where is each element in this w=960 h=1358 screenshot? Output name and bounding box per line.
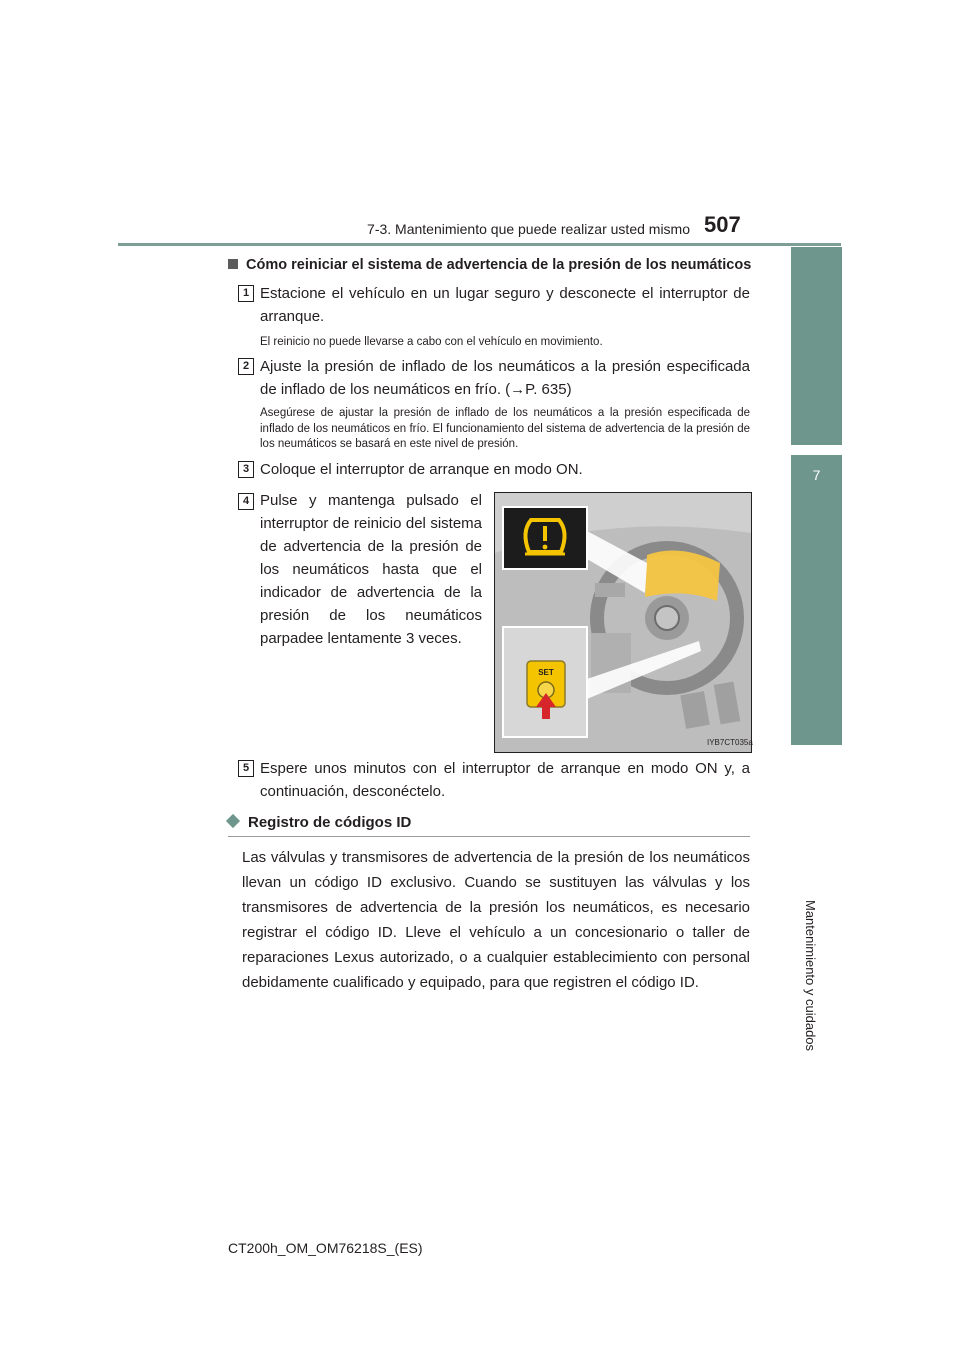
step-5-text: Espere unos minutos con el interruptor de arranque en modo ON y, a continuación, desconéctelo. xyxy=(260,760,750,800)
step-1-note: El reinicio no puede llevarse a cabo con el vehículo en movimiento. xyxy=(260,336,603,348)
step-4-text: Pulse y mantenga pulsado el interruptor de reinicio del sistema de advertencia de la presión de los neumáticos hasta que el indicador de advertencia de la presión de los neumáticos parpadee lentamente 3 veces. xyxy=(260,492,482,647)
step-number-badge: 1 xyxy=(238,285,254,302)
chapter-tab-top xyxy=(791,247,842,445)
section-heading-text: Cómo reiniciar el sistema de advertencia de la presión de los neumáticos xyxy=(246,257,752,273)
step-3-text: Coloque el interruptor de arranque en modo ON. xyxy=(260,461,583,478)
step-number-badge: 2 xyxy=(238,358,254,375)
subsection-heading xyxy=(228,814,411,831)
running-header: 7-3. Mantenimiento que puede realizar usted mismo xyxy=(367,221,690,237)
figure-code: IYB7CT035a xyxy=(707,738,753,747)
header-rule xyxy=(118,243,841,246)
section-heading xyxy=(228,257,751,273)
chapter-tab xyxy=(791,455,842,745)
step-number-badge: 4 xyxy=(238,493,254,510)
subsection-heading-text: Registro de códigos ID xyxy=(248,814,412,831)
set-button-label: SET xyxy=(538,668,554,677)
subsection-paragraph: Las válvulas y transmisores de advertencia de la presión de los neumáticos llevan un código ID exclusivo. Cuando se sustituyen las válvulas y los transmisores de advertencia de la presión los neumáticos, es necesario registrar el código ID. Lleve el vehículo a un concesionario o taller de reparaciones Lexus autorizado, o a cualquier establecimiento con personal debidamente cualificado y equipado, para que registren el código ID. xyxy=(242,849,750,991)
chapter-label: Mantenimiento y cuidados xyxy=(803,900,818,1052)
step-2-note: Asegúrese de ajustar la presión de inflado de los neumáticos a la presión especificada de inflado de los neumáticos en frío. El funcionamiento del sistema de advertencia de la presión de los neumáticos se basará en este nivel de presión. xyxy=(260,407,750,450)
step-number-badge: 3 xyxy=(238,461,254,478)
diamond-bullet-icon xyxy=(226,814,240,828)
dashboard-figure xyxy=(495,493,751,752)
subsection-rule xyxy=(228,836,750,837)
cluster-highlight xyxy=(645,551,720,602)
step-2-text: Ajuste la presión de inflado de los neumáticos a la presión especificada de inflado de los neumáticos en frío. (→P. 635) xyxy=(260,358,750,398)
document-code: CT200h_OM_OM76218S_(ES) xyxy=(228,1240,423,1256)
step-1-text: Estacione el vehículo en un lugar seguro y desconecte el interruptor de arranque. xyxy=(260,285,750,325)
chapter-number: 7 xyxy=(812,467,821,483)
dashboard-illustration xyxy=(494,492,752,753)
square-bullet-icon xyxy=(228,259,238,269)
page-number: 507 xyxy=(704,212,741,237)
step-number-badge: 5 xyxy=(238,760,254,777)
